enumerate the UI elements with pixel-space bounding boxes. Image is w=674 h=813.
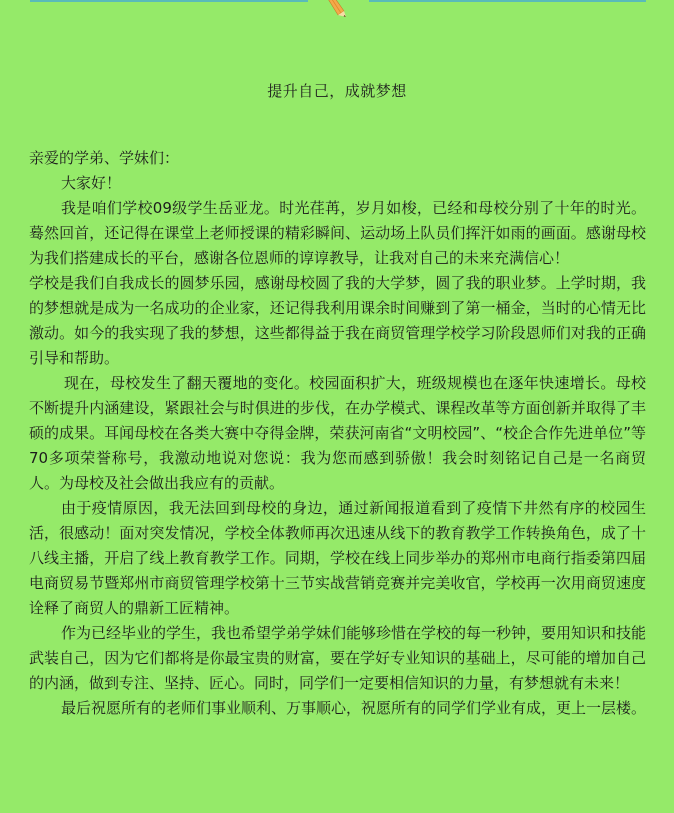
letter-body [29, 146, 646, 721]
letter-paragraph: 我是咱们学校09级学生岳亚龙。时光荏苒，岁月如梭，已经和母校分别了十年的时光。蓦然回首，还记得在课堂上老师授课的精彩瞬间、运动场上队员们挥汗如雨的画面。感谢母校为我们搭建成长的平台，感谢各位恩师的谆谆教导，让我对自己的未来充满信心！ [29, 199, 646, 267]
letter-paragraph: 作为已经毕业的学生，我也希望学弟学妹们能够珍惜在学校的每一秒钟，要用知识和技能武装自己，因为它们都将是你最宝贵的财富，要在学好专业知识的基础上，尽可能的增加自己的内涵，做到专注、坚持、匠心。同时，同学们一定要相信知识的力量，有梦想就有未来！ [29, 624, 647, 692]
pencil-icon [322, 0, 352, 20]
article-title: 提升自己，成就梦想 [267, 82, 407, 100]
letter-paragraph: 学校是我们自我成长的圆梦乐园，感谢母校圆了我的大学梦，圆了我的职业梦。上学时期，我的梦想就是成为一名成功的企业家，还记得我利用课余时间赚到了第一桶金，当时的心情无比激动。如今的我实现了我的梦想，这些都得益于我在商贸管理学校学习阶段恩师们对我的正确引导和帮助。 [29, 274, 646, 367]
letter-salutation: 大家好！ [61, 174, 122, 192]
letter-paragraph: 现在，母校发生了翻天覆地的变化。校园面积扩大，班级规模也在逐年快速增长。母校不断提升内涵建设，紧跟社会与时俱进的步伐，在办学模式、课程改革等方面创新并取得了丰硕的成果。耳闻母校在各类大赛中夺得金牌，荣获河南省“文明校园”、“校企合作先进单位”等70多项荣誉称号，我激动地说对您说：我为您而感到骄傲！我会时刻铭记自己是一名商贸人。为母校及社会做出我应有的贡献。 [29, 374, 646, 492]
letter-greeting: 亲爱的学弟、学妹们： [29, 149, 180, 167]
letter-paragraph: 最后祝愿所有的老师们事业顺利、万事顺心，祝愿所有的同学们学业有成，更上一层楼。 [61, 699, 647, 717]
top-divider-left [30, 0, 308, 2]
top-divider-right [369, 0, 646, 2]
letter-paragraph: 由于疫情原因，我无法回到母校的身边，通过新闻报道看到了疫情下井然有序的校园生活，很感动！面对突发情况，学校全体教师再次迅速从线下的教育教学工作转换角色，成了十八线主播，开启了线上教育教学工作。同期，学校在线上同步举办的郑州市电商行指委第四届电商贸易节暨郑州市商贸管理学校第十三节实战营销竞赛并完美收官，学校再一次用商贸速度诠释了商贸人的鼎新工匠精神。 [29, 499, 646, 617]
